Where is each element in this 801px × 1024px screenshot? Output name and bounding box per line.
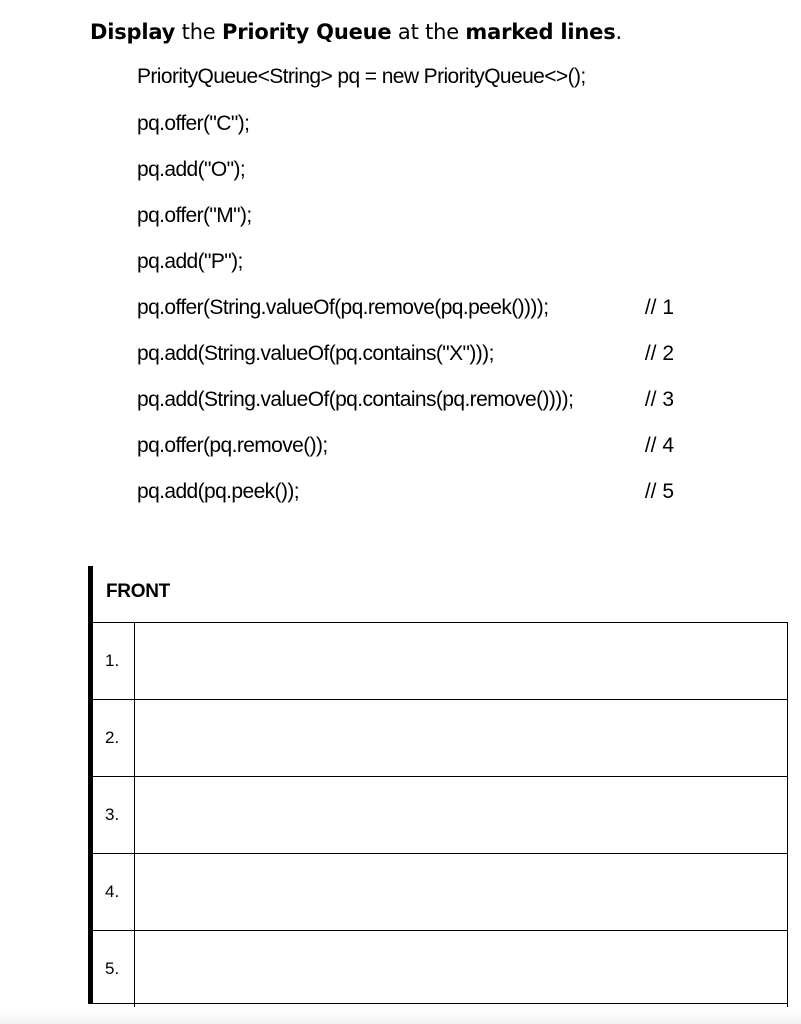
row-number: 4. <box>105 882 120 901</box>
row-number-cell <box>93 623 134 699</box>
row-number: 3. <box>105 805 120 824</box>
code-line-1: PriorityQueue<String> pq = new PriorityQueue<>(); <box>137 65 586 88</box>
table-row-1 <box>93 623 788 699</box>
instruction-priority-queue: Priority Queue <box>222 20 392 44</box>
row-number-cell <box>93 700 134 776</box>
line-marker-4: // 4 <box>644 434 674 457</box>
instruction-heading <box>90 18 622 46</box>
line-marker-2: // 2 <box>644 342 674 365</box>
line-marker-5: // 5 <box>644 480 674 503</box>
answer-cell-5[interactable] <box>134 931 788 1007</box>
priority-queue-table <box>88 566 789 1004</box>
instruction-text-2: at the <box>391 20 466 44</box>
code-line-8: pq.add(String.valueOf(pq.contains(pq.remove()))); <box>137 388 574 411</box>
row-number: 1. <box>105 651 120 670</box>
instruction-display: Display <box>90 20 176 44</box>
table-row-3 <box>93 777 788 853</box>
front-label: FRONT <box>106 581 170 602</box>
row-number: 5. <box>105 959 120 978</box>
table-row-4 <box>93 854 788 930</box>
code-line-5: pq.add("P"); <box>137 250 243 273</box>
instruction-text-1: the <box>175 20 223 44</box>
answer-cell-3[interactable] <box>134 777 788 853</box>
row-number-cell <box>93 931 134 1007</box>
line-marker-1: // 1 <box>644 296 674 319</box>
code-line-3: pq.add("O"); <box>137 158 246 181</box>
row-number-cell <box>93 854 134 930</box>
answer-cell-4[interactable] <box>134 854 788 930</box>
answer-cell-1[interactable] <box>134 623 788 699</box>
table-row-2 <box>93 700 788 776</box>
row-number: 2. <box>105 728 120 747</box>
grid-bottom-border <box>93 1003 788 1004</box>
code-line-10: pq.add(pq.peek()); <box>137 480 299 503</box>
code-line-4: pq.offer("M"); <box>137 204 252 227</box>
code-line-9: pq.offer(pq.remove()); <box>137 434 328 457</box>
row-number-cell <box>93 777 134 853</box>
table-row-5 <box>93 931 788 1007</box>
instruction-period: . <box>615 20 622 44</box>
line-marker-3: // 3 <box>644 388 674 411</box>
code-line-6: pq.offer(String.valueOf(pq.remove(pq.peek()))); <box>137 296 549 319</box>
page-bottom-edge <box>0 1010 801 1024</box>
code-line-7: pq.add(String.valueOf(pq.contains("X"))); <box>137 342 494 365</box>
instruction-marked-lines: marked lines <box>465 20 616 44</box>
code-line-2: pq.offer("C"); <box>137 112 250 135</box>
answer-cell-2[interactable] <box>134 700 788 776</box>
answer-grid <box>93 622 788 1004</box>
